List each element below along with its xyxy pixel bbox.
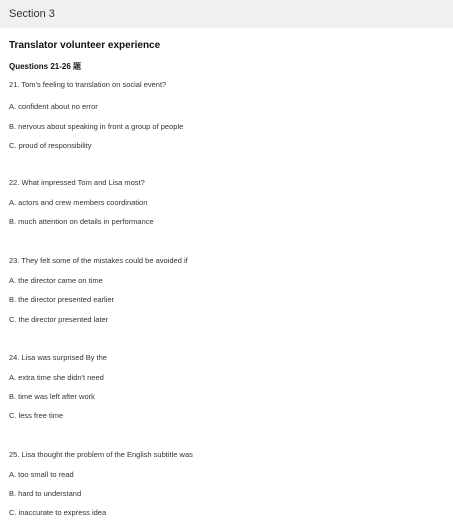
question-25-option-b[interactable]: B. hard to understand [9, 489, 82, 498]
question-22-option-a[interactable]: A. actors and crew members coordination [9, 198, 148, 207]
question-21-option-a[interactable]: A. confident about no error [9, 102, 98, 111]
question-24-option-a[interactable]: A. extra time she didn't need [9, 373, 104, 382]
question-24-prompt: 24. Lisa was surprised By the [9, 353, 107, 362]
question-25-option-c[interactable]: C. inaccurate to express idea [9, 508, 107, 517]
question-24-option-b[interactable]: B. time was left after work [9, 392, 95, 401]
question-21-prompt: 21. Tom's feeling to translation on social event? [9, 80, 167, 89]
question-25-prompt: 25. Lisa thought the problem of the English subtitle was [9, 450, 193, 459]
question-21-option-b[interactable]: B. nervous about speaking in front a group of people [9, 122, 184, 131]
question-22-prompt: 22. What impressed Tom and Lisa most? [9, 178, 145, 187]
question-22-option-b[interactable]: B. much attention on details in performance [9, 217, 154, 226]
question-23-option-b[interactable]: B. the director presented earlier [9, 295, 115, 304]
section-label: Section 3 [9, 8, 55, 20]
questions-range-heading: Questions 21-26 题 [9, 62, 82, 71]
question-23-prompt: 23. They felt some of the mistakes could be avoided if [9, 256, 188, 265]
section-header-bar [0, 0, 453, 28]
question-23-option-a[interactable]: A. the director came on time [9, 276, 103, 285]
question-25-option-a[interactable]: A. too small to read [9, 470, 74, 479]
question-23-option-c[interactable]: C. the director presented later [9, 315, 109, 324]
question-24-option-c[interactable]: C. less free time [9, 411, 64, 420]
question-21-option-c[interactable]: C. proud of responsibility [9, 141, 92, 150]
page-title: Translator volunteer experience [9, 40, 161, 51]
